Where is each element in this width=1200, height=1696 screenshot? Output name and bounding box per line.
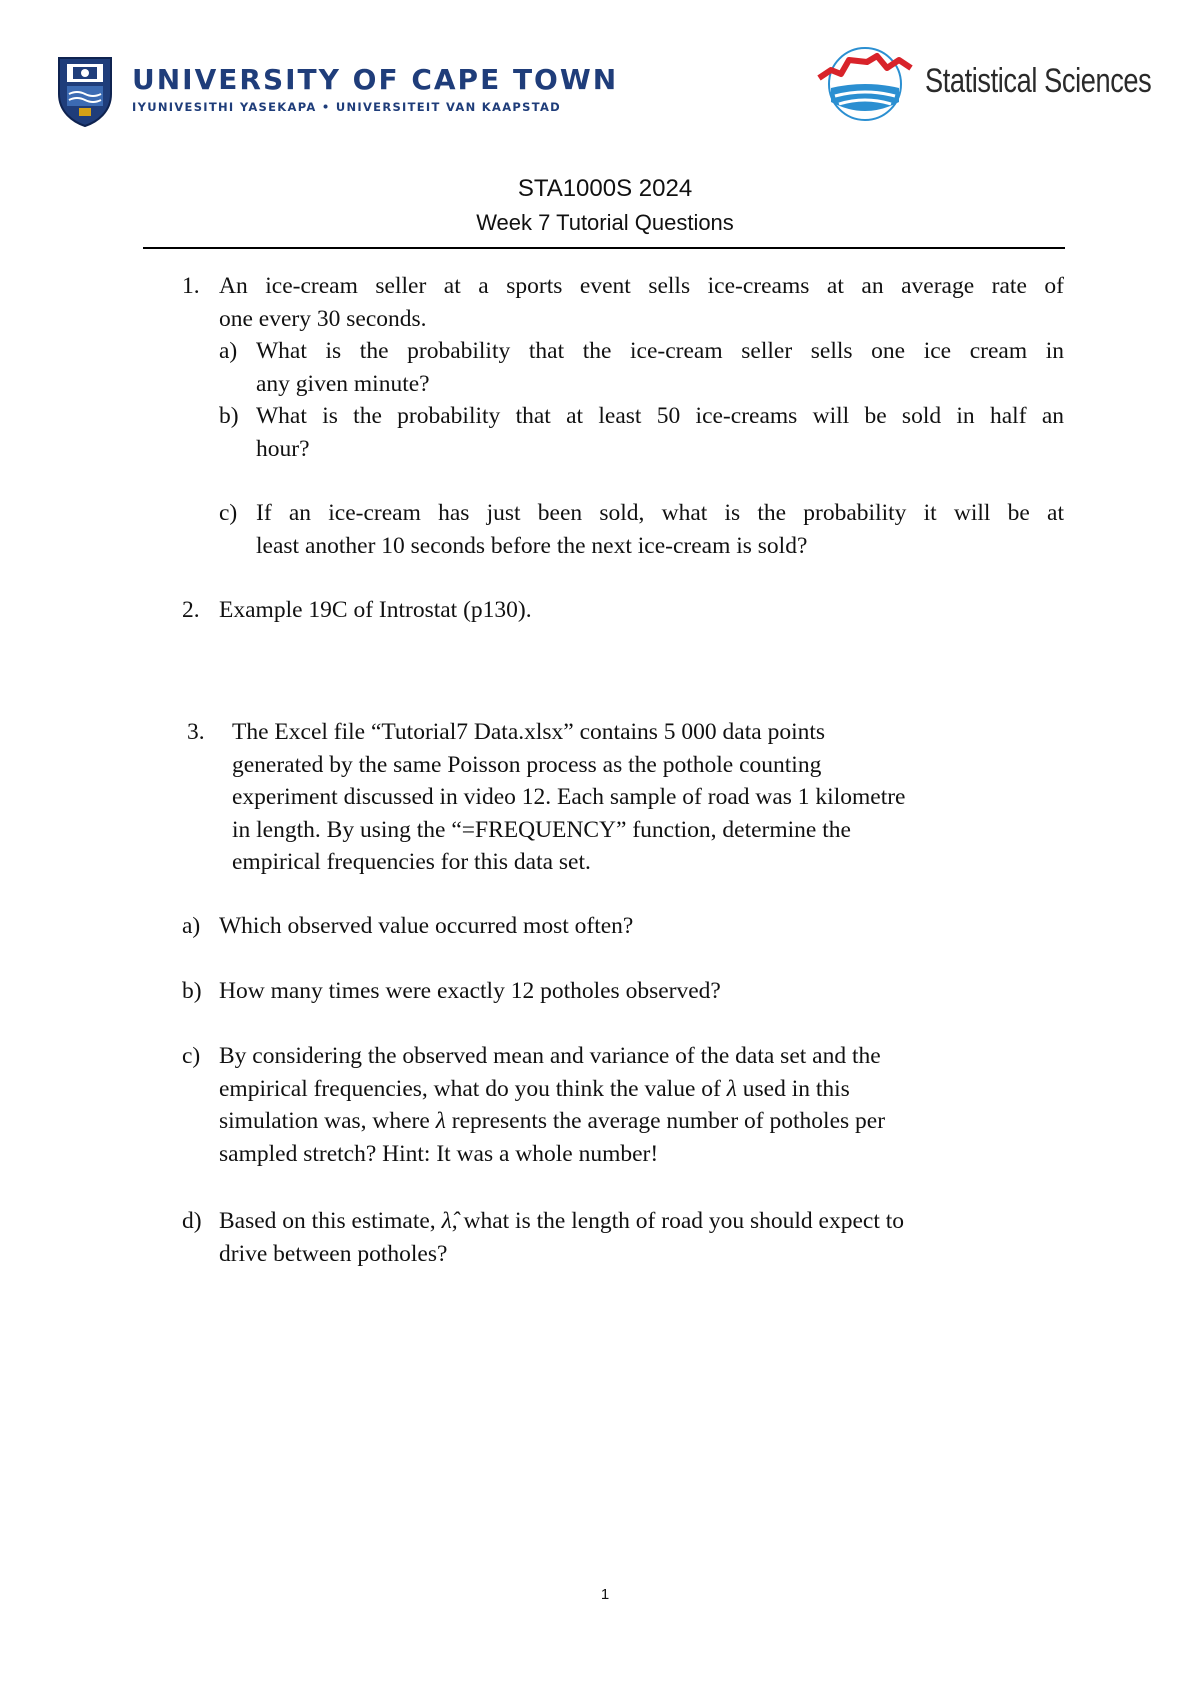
text-fragment: used in this bbox=[736, 1075, 850, 1102]
text-fragment: , what is the length of road you should expect to bbox=[451, 1208, 905, 1234]
title-divider bbox=[143, 247, 1065, 249]
document-title bbox=[0, 172, 1200, 240]
subquestion-label: d) bbox=[182, 1208, 202, 1234]
subquestion-text-line: By considering the observed mean and variance of the data set and the bbox=[219, 1043, 881, 1069]
question-text-line: An ice-cream seller at a sports event sells ice-creams at an average rate of bbox=[219, 273, 1064, 299]
course-code: STA1000S 2024 bbox=[517, 175, 693, 202]
subquestion-label: a) bbox=[182, 913, 201, 939]
question-number: 1. bbox=[182, 273, 200, 299]
subquestion-text-line: What is the probability that at least 50 ice-creams will be sold in half an bbox=[256, 403, 1064, 429]
question-text-line: The Excel file “Tutorial7 Data.xlsx” contains 5 000 data points bbox=[232, 719, 826, 745]
subquestion-text-line: least another 10 seconds before the next ice-cream is sold? bbox=[256, 532, 808, 559]
university-name: UNIVERSITY OF CAPE TOWN bbox=[132, 63, 619, 96]
subquestion-text-line bbox=[219, 1073, 850, 1106]
statistical-sciences-logo bbox=[815, 40, 915, 126]
question-text-line: generated by the same Poisson process as the pothole counting bbox=[232, 751, 822, 778]
subquestion-text-line: If an ice-cream has just been sold, what is the probability it will be at bbox=[256, 500, 1064, 526]
subquestion-label: b) bbox=[219, 403, 239, 429]
subquestion-text-line: sampled stretch? Hint: It was a whole number! bbox=[219, 1140, 659, 1167]
text-fragment: represents the average number of potholes per bbox=[445, 1108, 886, 1134]
question-text-line: experiment discussed in video 12. Each sample of road was 1 kilometre bbox=[232, 784, 906, 810]
question-text-line: in length. By using the “=FREQUENCY” function, determine the bbox=[232, 816, 851, 843]
lambda-hat-symbol: λ̂ bbox=[441, 1208, 452, 1234]
uct-wordmark bbox=[132, 64, 618, 114]
subquestion-text-line: any given minute? bbox=[256, 370, 430, 397]
question-text-line: empirical frequencies for this data set. bbox=[232, 849, 591, 875]
subquestion-text-line: drive between potholes? bbox=[219, 1240, 448, 1267]
subquestion-label: a) bbox=[219, 338, 238, 364]
subquestion-label: c) bbox=[182, 1043, 201, 1069]
subquestion-text-line: Which observed value occurred most often? bbox=[219, 913, 634, 939]
subquestion-text-line bbox=[219, 1205, 904, 1238]
subquestion-text-line: How many times were exactly 12 potholes observed? bbox=[219, 978, 721, 1004]
lambda-symbol: λ bbox=[435, 1108, 446, 1134]
page-number: 1 bbox=[600, 1586, 610, 1603]
question-text-line: Example 19C of Introstat (p130). bbox=[219, 597, 532, 623]
text-fragment: empirical frequencies, what do you think the value of bbox=[219, 1075, 727, 1102]
university-subtitle: IYUNIVESITHI YASEKAPA • UNIVERSITEIT VAN KAAPSTAD bbox=[132, 100, 562, 114]
lambda-symbol: λ bbox=[726, 1075, 737, 1102]
page-header bbox=[0, 40, 1200, 150]
subquestion-label: b) bbox=[182, 978, 202, 1004]
subquestion-text-line: What is the probability that the ice-cream seller sells one ice cream in bbox=[256, 338, 1064, 364]
department-name: Statistical Sciences bbox=[925, 62, 1152, 100]
tutorial-title: Week 7 Tutorial Questions bbox=[476, 210, 734, 235]
subquestion-text-line bbox=[219, 1105, 885, 1138]
subquestion-text-line: hour? bbox=[256, 435, 310, 462]
question-text-line: one every 30 seconds. bbox=[219, 305, 427, 332]
subquestion-label: c) bbox=[219, 500, 238, 526]
uct-crest-logo bbox=[55, 54, 115, 128]
question-number: 2. bbox=[182, 597, 200, 623]
text-fragment: Based on this estimate, bbox=[219, 1208, 442, 1234]
text-fragment: simulation was, where bbox=[219, 1108, 436, 1134]
question-number: 3. bbox=[187, 719, 205, 745]
